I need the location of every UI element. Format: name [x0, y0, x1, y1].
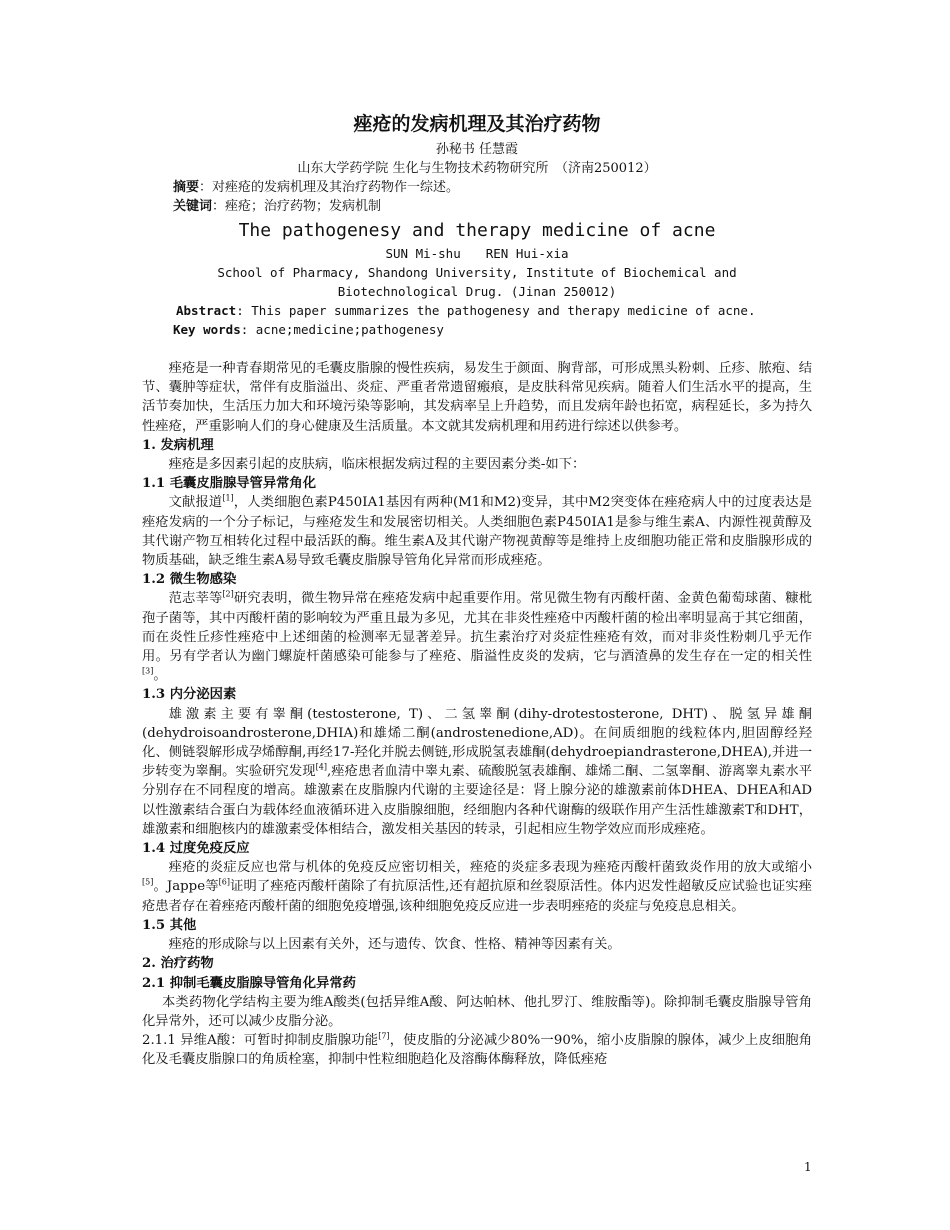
section-2-1-1-text: 2.1.1 异维A酸：可暂时抑制皮脂腺功能[7]，使皮脂的分泌减少80%一90%，缩小皮脂腺的腺体，减少上皮细胞角化及毛囊皮脂腺口的角质栓塞，抑制中性粒细胞趋化及溶酶体酶释放，降低痤疮	[142, 1031, 812, 1068]
section-2-1-text: 本类药物化学结构主要为维A酸类(包括异维A酸、阿达帕林、他扎罗汀、维胺酯等)。除抑制毛囊皮脂腺导管角化异常外，还可以减少皮脂分泌。	[142, 994, 812, 1029]
page-number: 1	[804, 1160, 812, 1174]
keywords-cn	[142, 197, 812, 216]
section-2-heading: 2. 治疗药物	[142, 956, 214, 972]
abstract-text-en: : This paper summarizes the pathogenesy and therapy medicine of acne.	[236, 303, 756, 318]
citation-ref: [1]	[222, 494, 234, 503]
section-1-1-heading: 1.1 毛囊皮脂腺导管异常角化	[142, 476, 317, 492]
intro-paragraph: 痤疮是一种青春期常见的毛囊皮脂腺的慢性疾病，易发生于颜面、胸背部，可形成黑头粉刺、丘疹、脓疱、结节、囊肿等症状，常伴有皮脂溢出、炎症、严重者常遗留瘢痕，是皮肤科常见疾病。随着人们生活水平的提高，生活节奏加快，生活压力加大和环境污染等影响，其发病率呈上升趋势，而且发病年龄也拓宽，病程延长，多为持久性痤疮，严重影响人们的身心健康及生活质量。本文就其发病机理和用药进行综述以供参考。	[142, 361, 812, 434]
abstract-label-en: Abstract	[176, 303, 237, 318]
section-1-1-text: 文献报道[1]，人类细胞色素P450ⅠA1基因有两种(M1和M2)变异，其中M2突变体在痤疮病人中的过度表达是痤疮发病的一个分子标记，与痤疮发生和发展密切相关。人类细胞色素P450ⅠA1是参与维生素A、内源性视黄醇及其代谢产物互相转化过程中最活跃的酶。维生素A及其代谢产物视黄醇等是维持上皮细胞功能正常和皮脂腺形成的物质基础，缺乏维生素A易导致毛囊皮脂腺导管角化异常而形成痤疮。	[142, 494, 812, 569]
abstract-text-cn: ：对痤疮的发病机理及其治疗药物作一综述。	[199, 180, 460, 195]
affiliation-cn: 山东大学药学院 生化与生物技术药物研究所 （济南250012）	[297, 161, 657, 176]
keywords-label-cn: 关键词	[173, 199, 213, 214]
section-1-3-text: 雄激素主要有睾酮(testosterone, T)、二氢睾酮(dihy-drotestosterone, DHT)、脱氢异雄酮(dehydroisoandrosterone,DHIA)和雄烯二酮(androstenedione,AD)。在间质细胞的线粒体内,胆固醇经羟化、侧链裂解形成孕烯醇酮,再经17-羟化并脱去侧链,形成脱氢表雄酮(dehydroepiandrasterone,DHEA),并进一步转变为睾酮。实验研究发现[4],痤疮患者血清中睾丸素、硫酸脱氢表雄酮、雄烯二酮、二氢睾酮、游离睾丸素水平分别存在不同程度的增高。雄激素在皮脂腺内代谢的主要途径是：肾上腺分泌的雄激素前体DHEA、DHEA和AD以性激素结合蛋白为载体经血液循环进入皮脂腺细胞，经细胞内各种代谢酶的级联作用产生活性雄激素T和DHT，雄激素和细胞核内的雄激素受体相结合，激发相关基因的转录，引起相应生物学效应而形成痤疮。	[142, 706, 812, 837]
citation-ref: [2]	[222, 590, 234, 600]
citation-ref: [5]	[142, 878, 154, 888]
keywords-text-en: : acne;medicine;pathogenesy	[240, 322, 444, 337]
title-en: The pathogenesy and therapy medicine of acne	[238, 220, 716, 241]
keywords-label-en: Key words	[173, 322, 241, 337]
authors-en: SUN Mi-shu REN Hui-xia	[385, 246, 569, 261]
paper-page	[142, 112, 812, 1070]
affiliation-en-line1: School of Pharmacy, Shandong University, Institute of Biochemical and	[217, 265, 737, 280]
section-2-1-heading: 2.1 抑制毛囊皮脂腺导管角化异常药	[142, 975, 356, 991]
section-1-5-heading: 1.5 其他	[142, 917, 197, 933]
keywords-text-cn: ：痤疮；治疗药物；发病机制	[212, 199, 382, 214]
keywords-en	[142, 320, 812, 339]
abstract-cn	[142, 178, 812, 197]
section-1-text: 痤疮是多因素引起的皮肤病，临床根据发病过程的主要因素分类-如下：	[168, 457, 586, 473]
section-1-3-heading: 1.3 内分泌因素	[142, 687, 237, 703]
authors-cn: 孙秘书 任慧霞	[435, 142, 519, 157]
title-cn: 痤疮的发病机理及其治疗药物	[353, 113, 601, 135]
section-1-5-text: 痤疮的形成除与以上因素有关外，还与遗传、饮食、性格、精神等因素有关。	[168, 937, 621, 953]
abstract-en	[142, 301, 812, 320]
citation-ref: [7]	[378, 1031, 390, 1041]
section-1-heading: 1. 发病机理	[142, 437, 214, 453]
section-1-2-text: 范志莘等[2]研究表明，微生物异常在痤疮发病中起重要作用。常见微生物有丙酸杆菌、金黄色葡萄球菌、糠枇孢子菌等，其中丙酸杆菌的影响较为严重且最为多见，尤其在非炎性痤疮中丙酸杆菌的检出率明显高于其它细菌，而在炎性丘疹性痤疮中上述细菌的检测率无显著差异。抗生素治疗对炎症性痤疮有效，而对非炎性粉刺几乎无作用。另有学者认为幽门螺旋杆菌感染可能参与了痤疮、脂溢性皮炎的发病，它与酒渣鼻的发生存在一定的相关性[3]。	[142, 590, 813, 684]
section-1-4-text: 痤疮的炎症反应也常与机体的免疫反应密切相关，痤疮的炎症多表现为痤疮丙酸杆菌致炎作用的放大或缩小[5]。Jappe等[6]证明了痤疮丙酸杆菌除了有抗原活性,还有超抗原和丝裂原活性。体内迟发性超敏反应试验也证实痤疮患者存在着痤疮丙酸杆菌的细胞免疫增强,该种细胞免疫反应进一步表明痤疮的炎症与免疫息息相关。	[142, 860, 812, 914]
abstract-label-cn: 摘要	[173, 180, 200, 195]
section-1-2-heading: 1.2 微生物感染	[142, 572, 237, 588]
citation-ref: [4]	[315, 762, 327, 772]
citation-ref: [3]	[142, 666, 154, 676]
section-1-4-heading: 1.4 过度免疫反应	[142, 841, 250, 857]
citation-ref: [6]	[218, 878, 230, 888]
affiliation-en-line2: Biotechnological Drug. (Jinan 250012)	[337, 284, 617, 299]
